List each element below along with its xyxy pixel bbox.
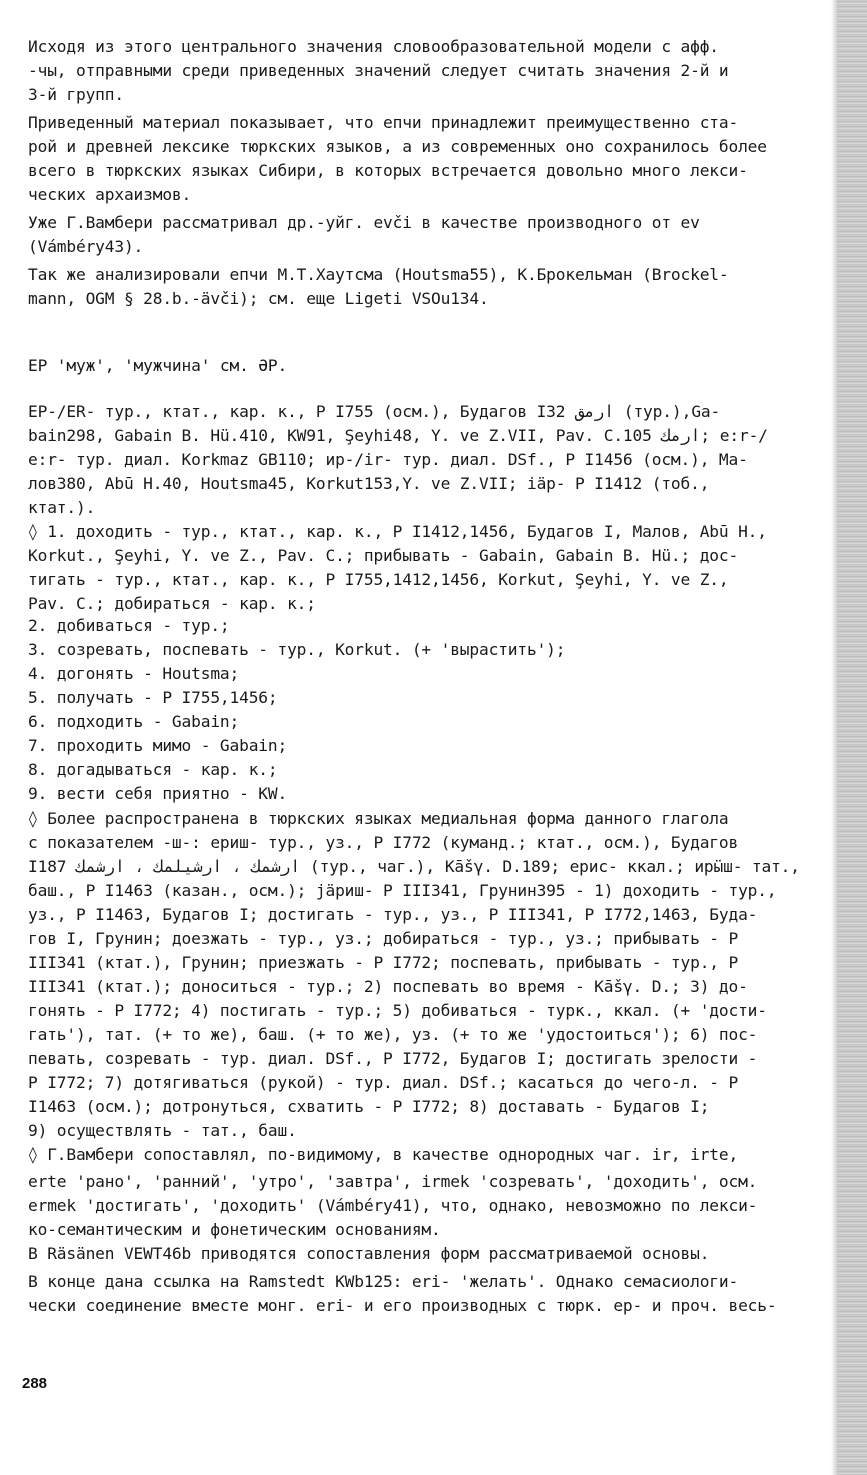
text-line: ermek 'достигать', 'доходить' (Vámbéry41), что, однако, невозможно по лекси- [28,1196,758,1215]
text-line: ◊ Г.Вамбери сопоставлял, по-видимому, в качестве однородных чаг. ir, irte, [28,1145,739,1164]
text-line: В Räsänen VEWT46b приводятся сопоставления форм рассматриваемой основы. [28,1244,710,1263]
text-line: Исходя из этого центрального значения словообразовательной модели с афф. [28,37,719,56]
text-line: ко-семантическим и фонетическим основаниям. [28,1220,441,1239]
text-line: гать'), тат. (+ то же), баш. (+ то же), уз. (+ то же 'удостоиться'); 6) пос- [28,1025,758,1044]
text-line: 3. созревать, поспевать - тур., Korkut. (+ 'вырастить'); [28,640,566,659]
text-line: тигать - тур., ктат., кар. к., Р I755,1412,1456, Korkut, Şeyhi, Y. ve Z., [28,570,729,589]
text-line: 9) осуществлять - тат., баш. [28,1121,297,1140]
text-line: I1463 (осм.); дотронуться, схватить - Р I772; 8) доставать - Будагов I; [28,1097,710,1116]
text-line: 2. добиваться - тур.; [28,616,230,635]
text-line: рой и древней лексике тюркских языков, а из современных оно сохранилось более [28,137,767,156]
text-line: Pav. C.; добираться - кар. к.; [28,594,316,613]
text-line: 7. проходить мимо - Gabain; [28,736,288,755]
text-line: III341 (ктат.), Грунин; приезжать - Р I772; поспевать, прибывать - тур., Р [28,953,739,972]
text-line: Р I772; 7) дотягиваться (рукой) - тур. диал. DSf.; касаться до чего-л. - Р [28,1073,739,1092]
text-line: mann, OGM § 28.b.-ävči); см. еще Ligeti VSOu134. [28,289,489,308]
text-line: erte 'ранo', 'ранний', 'утро', 'завтра', irmek 'созревать', 'доходить', осм. [28,1172,758,1191]
text-line: Korkut., Şeyhi, Y. ve Z., Pav. C.; прибывать - Gabain, Gabain B. Hü.; дос- [28,546,739,565]
text-line: bain298, Gabain B. Hü.410, KW91, Şeyhi48, Y. ve Z.VII, Pav. C.105 ارمك; e:r-/ [28,426,768,445]
text-line: с показателем -ш-: ериш- тур., уз., Р I772 (куманд.; ктат., осм.), Будагов [28,833,739,852]
text-line: Так же анализировали епчи М.Т.Хаутсма (Houtsma55), К.Брокельман (Brockel- [28,265,729,284]
text-line: -чы, отправными среди приведенных значений следует считать значения 2-й и [28,61,729,80]
page-number: 288 [22,1375,48,1392]
text-line: Уже Г.Вамбери рассматривал др.-уйг. evči в качестве производного от ev [28,213,700,232]
text-line: В конце дана ссылка на Ramstedt KWb125: eri- 'желать'. Однако семасиологи- [28,1272,739,1291]
text-line: Приведенный материал показывает, что епчи принадлежит преимущественно ста- [28,113,739,132]
text-line: 8. догадываться - кар. к.; [28,760,278,779]
text-line: I187 ارشمك ، ارشيلمك ، ارشمك (тур., чаг.), Kāšγ. D.189; ерис- ккал.; ирӹш- тат., [28,857,800,876]
text-line: баш., Р I1463 (казан., осм.); jäриш- Р III341, Грунин395 - 1) доходить - тур., [28,881,777,900]
text-line: 4. догонять - Houtsma; [28,664,240,683]
text-line: 5. получать - Р I755,1456; [28,688,278,707]
text-line: ктат.). [28,498,96,517]
text-line: 9. вести себя приятно - KW. [28,784,288,803]
text-line: ческих архаизмов. [28,185,192,204]
text-line: гов I, Грунин; доезжать - тур., уз.; добираться - тур., уз.; прибывать - Р [28,929,739,948]
text-line: ЕР 'муж', 'мужчина' см. ӘР. [28,356,288,375]
text-line: уз., Р I1463, Будагов I; достигать - тур., уз., Р III341, Р I772,1463, Буда- [28,905,758,924]
text-line: ЕР-/ЕR- тур., ктат., кар. к., Р I755 (осм.), Будагов I32 ارمق (тур.),Ga- [28,402,721,421]
text-line: (Vámbéry43). [28,237,144,256]
text-line: всего в тюркских языках Сибири, в которых встречается довольно много лекси- [28,161,748,180]
text-line: ◊ 1. доходить - тур., ктат., кар. к., Р I1412,1456, Будагов I, Малов, Abū H., [28,522,767,541]
text-line: ◊ Более распространена в тюркских языках медиальная форма данного глагола [28,809,729,828]
text-line: e:r- тур. диал. Korkmaz GB110; ир-/ir- тур. диал. DSf., Р I1456 (осм.), Ма- [28,450,748,469]
text-line: 3-й групп. [28,85,124,104]
text-line: певать, созревать - тур. диал. DSf., Р I772, Будагов I; достигать зрелости - [28,1049,758,1068]
text-line: III341 (ктат.); доноситься - тур.; 2) поспевать во время - Kāšγ. D.; 3) до- [28,977,748,996]
text-line: чески соединение вместе монг. eri- и его производных с тюрк. ер- и проч. весь- [28,1296,777,1315]
text-line: гонять - Р I772; 4) постигать - тур.; 5) добиваться - турк., ккал. (+ 'дости- [28,1001,767,1020]
text-line: 6. подходить - Gabain; [28,712,240,731]
text-line: лов380, Abū H.40, Houtsma45, Korkut153,Y. ve Z.VII; iäр- Р I1412 (тоб., [28,474,710,493]
